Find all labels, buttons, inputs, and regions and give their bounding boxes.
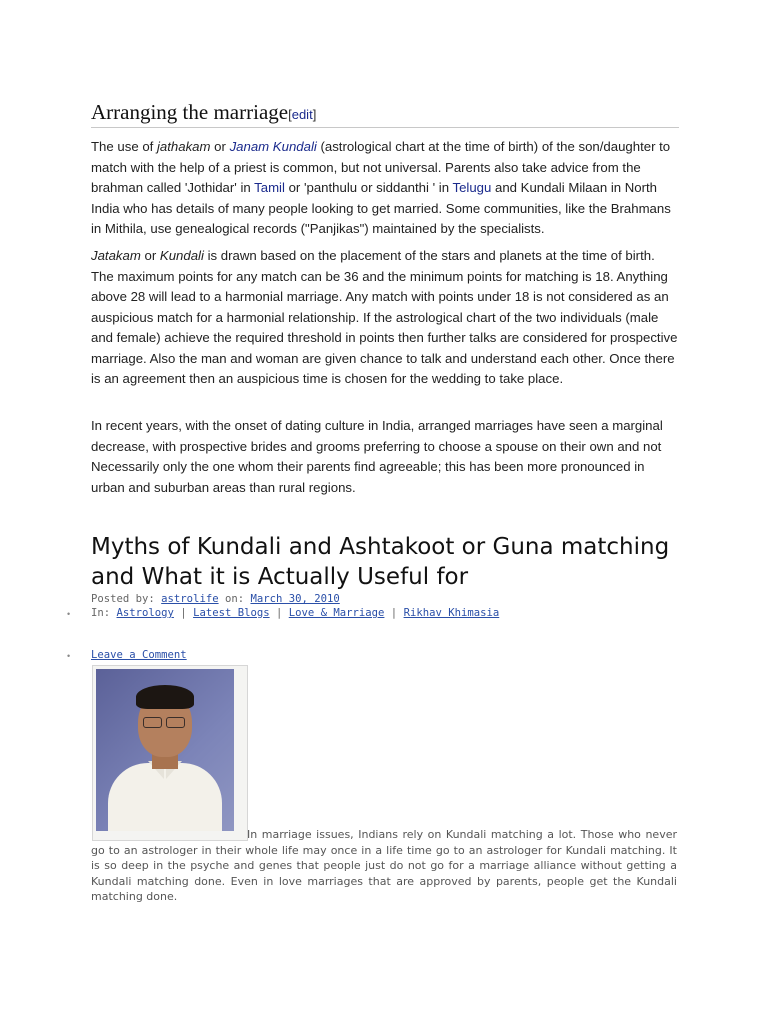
author-link[interactable]: astrolife (161, 593, 219, 605)
link-tamil[interactable]: Tamil (254, 180, 285, 195)
in-label: In: (91, 607, 117, 619)
link-janam-kundali[interactable] (230, 139, 317, 154)
separator: | (384, 607, 404, 619)
term-jathakam: jathakam (156, 139, 211, 154)
text: The use of (91, 139, 157, 154)
section-title: Arranging the marriage (91, 100, 289, 124)
text: (astrological chart at the time of birth) of the son/daughter to match with the help of a priest is common, but not universal. Parents also take advice from the brahman called 'Jothidar' in (91, 139, 671, 195)
link-janam-kundali-label: Janam Kundali (229, 139, 317, 154)
post-byline (91, 593, 340, 605)
term-kundali: Kundali (159, 248, 204, 263)
post-title: Myths of Kundali and Ashtakoot or Guna matching and What it is Actually Useful for (91, 534, 670, 590)
date-link[interactable]: March 30, 2010 (250, 593, 340, 605)
photo-glasses (143, 717, 187, 727)
on-label: on: (218, 593, 251, 605)
separator: | (173, 607, 194, 619)
edit-link[interactable]: edit (291, 107, 313, 122)
category-link-rikhav-khimasia[interactable]: Rikhav Khimasia (403, 607, 500, 619)
paragraph-matching-points (91, 246, 679, 390)
text: or 'panthulu or siddanthi ' in (284, 180, 453, 195)
bullet-icon: • (67, 651, 71, 661)
edit-bracket-close: ] (312, 107, 317, 122)
section-heading (91, 100, 679, 128)
text: or (210, 139, 230, 154)
text: or (140, 248, 160, 263)
text: is drawn based on the placement of the stars and planets at the time of birth. The maximum points for any match can be 36 and the minimum points for matching is 18. Anything above 28 will lead to a harmonial marriage. Any match with points under 18 is not considered as an auspicious match for a harmonial relationship. If the astrological chart of the two individuals (male and female) achieve the required threshold in points then further talks are considered for prospective marriage. Also the man and woman are given chance to talk and understand each other. Once there is an agreement then an auspicious time is chosen for the wedding to take place. (91, 248, 678, 386)
category-link-astrology[interactable]: Astrology (116, 607, 174, 619)
paragraph-recent-years: In recent years, with the onset of dating culture in India, arranged marriages have seen a marginal decrease, with prospective brides and grooms preferring to choose a spouse on their own and not Necessarily only the one whom their parents find agreeable; this has been more pronounced in urban and suburban areas than rural regions. (91, 418, 663, 495)
photo-shirt (108, 763, 222, 831)
text: and Kundali Milaan in North India who has details of many people looking to get married. Some communities, like the Brahmans in Mithila, use genealogical records ("Panjikas") maintained by the specialists. (91, 180, 671, 236)
bullet-icon: • (67, 609, 71, 619)
post-body-text: In marriage issues, Indians rely on Kundali matching a lot. Those who never go to an astrologer in their whole life may once in a life time go to an astrologer for Kundali matching. It is so deep in the psyche and genes that people just do not go for a marriage alliance without getting a Kundali matching done. Even in love marriages that are approved by parents, people get the Kundali matching done. (91, 828, 677, 904)
author-photo (92, 665, 248, 841)
leave-comment-link[interactable]: Leave a Comment (91, 649, 187, 661)
separator: | (269, 607, 289, 619)
posted-by-label: Posted by: (91, 593, 162, 605)
post-categories (91, 607, 499, 619)
portrait-image (96, 669, 234, 831)
paragraph-kundali-usage (91, 137, 679, 240)
link-telugu[interactable]: Telugu (452, 180, 492, 195)
edit-link-wrapper (288, 107, 316, 122)
term-jatakam: Jatakam (91, 248, 141, 263)
post-body (91, 827, 677, 905)
category-link-love-marriage[interactable]: Love & Marriage (288, 607, 385, 619)
category-link-latest-blogs[interactable]: Latest Blogs (193, 607, 270, 619)
edit-bracket-open: [ (288, 107, 292, 122)
comment-link-row (91, 649, 187, 661)
photo-hair (136, 685, 194, 709)
